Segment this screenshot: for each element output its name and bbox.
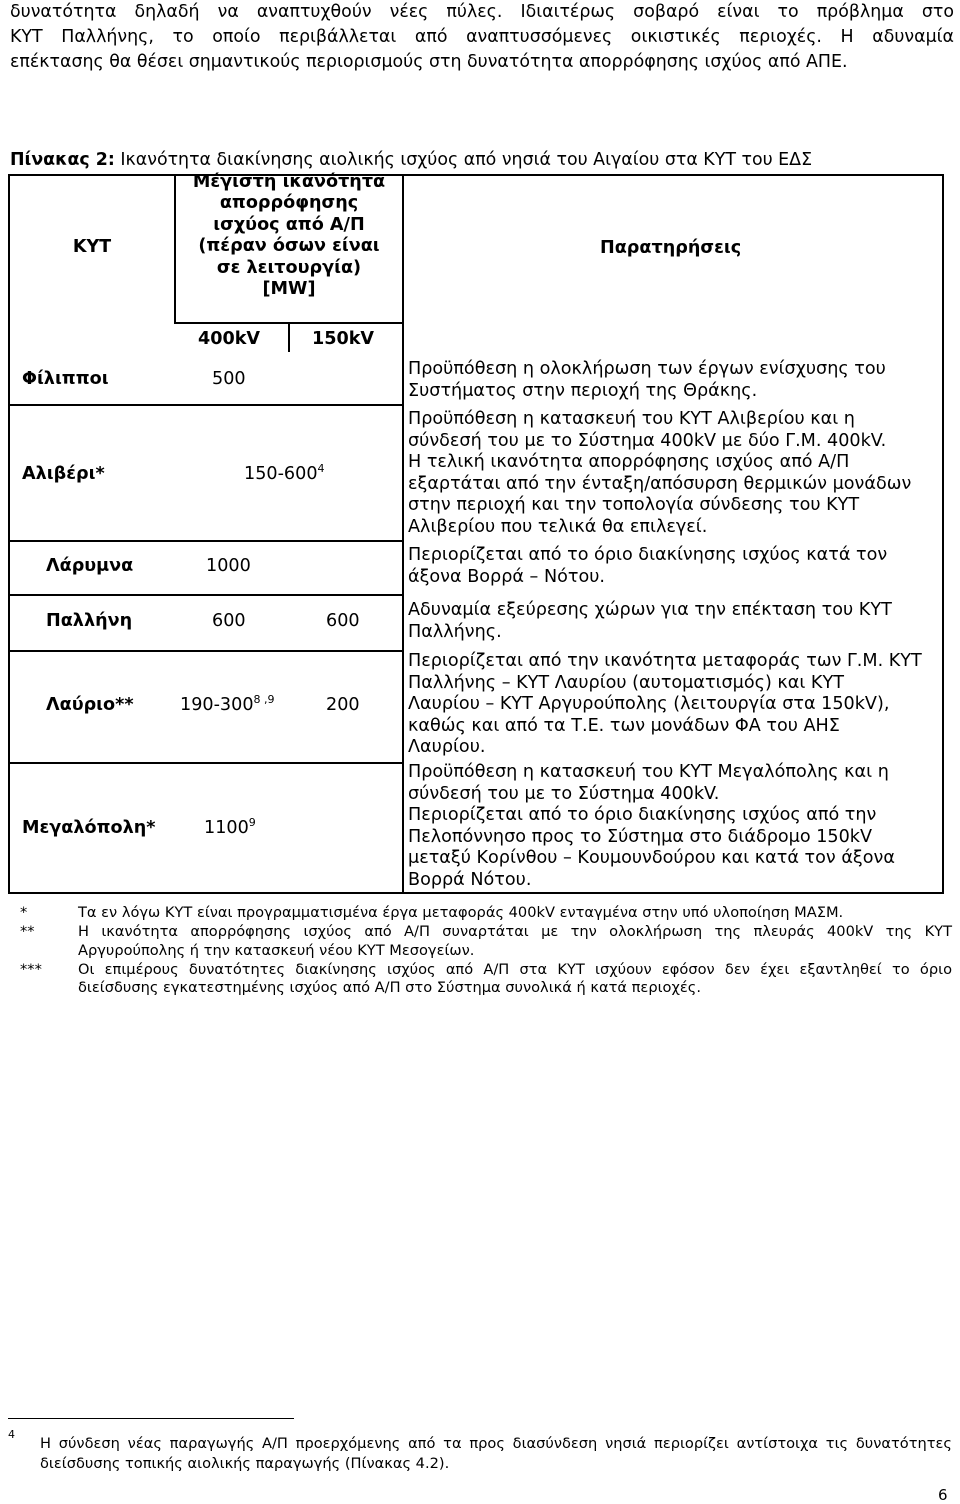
row-remarks-lavrio: [408, 651, 922, 759]
row-value-lavrio: 190-300: [180, 695, 254, 715]
header-400kv: 400kV: [198, 329, 261, 349]
row-value-megalopoli: 1100: [204, 818, 249, 838]
table-footnote: [20, 961, 952, 998]
row-name-larymna: Λάρυμνα: [46, 556, 134, 576]
remark-line: Λαυρίου.: [408, 737, 486, 757]
table-caption-label: Πίνακας 2:: [10, 150, 115, 170]
row-rule: [8, 540, 404, 542]
remark-line: Προϋπόθεση η κατασκευή του ΚΥΤ Αλιβερίου και η: [408, 409, 855, 429]
remark-line: εξαρτάται από την ένταξη/απόσυρση θερμικών μονάδων: [408, 473, 912, 494]
row-400kv-filippoi: 500: [212, 369, 246, 389]
page-number: 6: [938, 1486, 948, 1504]
remark-line: Παλλήνης.: [408, 621, 502, 642]
remark-line: Λαυρίου – ΚΥΤ Αργυρούπολης (λειτουργία στα 150kV),: [408, 694, 890, 714]
table-footnote: [20, 904, 952, 923]
footnote-separator: [8, 1418, 294, 1419]
remark-line: Προϋπόθεση η ολοκλήρωση των έργων ενίσχυσης του: [408, 359, 886, 379]
row-remarks-filippoi: [408, 359, 886, 402]
intro-line: επέκτασης θα θέσει σημαντικούς περιορισμούς στη δυνατότητα απορρόφησης ισχύος από ΑΠΕ.: [10, 52, 848, 72]
row-remarks-aliveri: [408, 409, 911, 538]
row-name-aliveri: Αλιβέρι*: [22, 464, 105, 484]
table-footnote: [20, 923, 952, 960]
header-capacity-line: απορρόφησης: [219, 193, 359, 214]
remark-line: Προϋπόθεση η κατασκευή του ΚΥΤ Μεγαλόπολης και η: [408, 762, 889, 782]
table-footnotes: [20, 904, 952, 998]
remark-line: Περιορίζεται από την ικανότητα μεταφοράς των Γ.Μ. ΚΥΤ: [408, 651, 922, 671]
row-remarks-pallini: [408, 600, 892, 643]
page-footnote-number: 4: [8, 1428, 15, 1441]
row-remarks-megalopoli: [408, 762, 895, 891]
table-caption: [10, 150, 812, 170]
row-400kv-larymna: 1000: [206, 556, 251, 576]
header-150kv: 150kV: [312, 329, 375, 349]
header-capacity-line: (πέραν όσων είναι: [198, 236, 380, 257]
header-remarks: Παρατηρήσεις: [600, 238, 742, 258]
footnote-mark: **: [20, 923, 35, 940]
remark-line: Η τελική ικανότητα απορρόφησης ισχύος από Α/Π: [408, 452, 850, 472]
footnote-mark: *: [20, 904, 28, 921]
header-capacity-line: [MW]: [262, 279, 316, 300]
header-capacity-line: ισχύος από Α/Π: [213, 214, 365, 235]
row-name-filippoi: Φίλιπποι: [22, 369, 109, 389]
header-kyt: ΚΥΤ: [72, 237, 112, 257]
remark-line: Αδυναμία εξεύρεσης χώρων για την επέκταση του ΚΥΤ: [408, 600, 892, 620]
row-name-megalopoli: Μεγαλόπολη*: [22, 818, 156, 838]
footnote-mark: ***: [20, 960, 42, 978]
remark-line: Αλιβερίου που τελικά θα επιλεγεί.: [408, 516, 708, 537]
intro-paragraph: [10, 0, 954, 75]
remark-line: στην περιοχή και την τοπολογία σύνδεσης του ΚΥΤ: [408, 495, 860, 515]
row-150kv-lavrio: 200: [326, 695, 360, 715]
row-remarks-larymna: [408, 545, 887, 588]
footnote-ref: 4: [317, 462, 325, 476]
table-bottom-rule: [8, 892, 944, 894]
header-capacity: [176, 172, 402, 300]
footnote-text: Οι επιμέρους δυνατότητες διακίνησης ισχύος από Α/Π στα ΚΥΤ ισχύουν εφόσον δεν έχει εξαντληθεί το όριο διείσδυσης εγκατεστημένης ισχύος από Α/Π στο Σύστημα συνολικά ή κατά περιοχές.: [78, 960, 952, 996]
footnote-text: Τα εν λόγω ΚΥΤ είναι προγραμματισμένα έργα μεταφοράς 400kV ενταγμένα στην υπό υλοποίηση ΜΑΣΜ.: [78, 904, 844, 921]
row-name-lavrio: Λαύριο**: [46, 695, 134, 715]
footnote-ref: 9: [248, 816, 256, 830]
row-400kv-megalopoli: [204, 818, 256, 839]
remarks-divider: [402, 176, 404, 892]
remark-line: σύνδεσή του με το Σύστημα 400kV.: [408, 783, 720, 804]
page-footnote-text: Η σύνδεση νέας παραγωγής Α/Π προερχόμενης από τα προς διασύνδεση νησιά περιορίζει αντίστοιχα τις δυνατότητες διείσδυσης τοπικής αιολικής παραγωγής (Πίνακας 4.2).: [40, 1435, 952, 1472]
row-400kv-pallini: 600: [212, 611, 246, 631]
header-capacity-line: σε λειτουργία): [216, 257, 362, 278]
intro-line: δυνατότητα δηλαδή να αναπτυχθούν νέες πύλες. Ιδιαιτέρως σοβαρό είναι το πρόβλημα στο: [10, 2, 954, 22]
remark-line: σύνδεσή του με το Σύστημα 400kV με δύο Γ.Μ. 400kV.: [408, 430, 887, 451]
table-caption-text: Ικανότητα διακίνησης αιολικής ισχύος από νησιά του Αιγαίου στα ΚΥΤ του ΕΔΣ: [120, 150, 813, 170]
intro-line: ΚΥΤ Παλλήνης, το οποίο περιβάλλεται από αναπτυσσόμενες οικιστικές περιοχές. Η αδυναμία: [10, 27, 954, 47]
remark-line: καθώς και από τα Τ.Ε. των μονάδων ΦΑ του ΑΗΣ: [408, 715, 840, 736]
row-400kv-lavrio: [180, 695, 275, 716]
remark-line: Περιορίζεται από το όριο διακίνησης ισχύος από την: [408, 805, 877, 825]
row-value-aliveri: 150-600: [244, 464, 318, 484]
footnote-text: Η ικανότητα απορρόφησης ισχύος από Α/Π συναρτάται με την ολοκλήρωση της πλευράς 400kV της ΚΥΤ Αργυρούπολης ή την κατασκευή νέου ΚΥΤ Μεσογείων.: [78, 923, 952, 959]
row-rule: [8, 762, 404, 764]
footnote-ref: 8 ,9: [253, 693, 275, 707]
remark-line: μεταξύ Κορίνθου – Κουμουνδούρου και κατά τον άξονα: [408, 848, 895, 868]
row-span-aliveri: [244, 464, 325, 485]
row-150kv-pallini: 600: [326, 611, 360, 631]
remark-line: Πελοπόννησο προς το Σύστημα στο διάδρομο 150kV: [408, 826, 873, 847]
row-rule: [8, 594, 404, 596]
row-rule: [8, 404, 404, 406]
remark-line: άξονα Βορρά – Νότου.: [408, 566, 605, 587]
remark-line: Συστήματος στην περιοχή της Θράκης.: [408, 380, 758, 401]
kv-divider: [288, 322, 290, 352]
remark-line: Περιορίζεται από το όριο διακίνησης ισχύος κατά τον: [408, 545, 888, 565]
header-capacity-line: Μέγιστη ικανότητα: [192, 172, 386, 192]
remark-line: Παλλήνης – ΚΥΤ Λαυρίου (αυτοματισμός) και ΚΥΤ: [408, 672, 844, 693]
remark-line: Βορρά Νότου.: [408, 869, 532, 890]
row-rule: [8, 650, 404, 652]
row-name-pallini: Παλλήνη: [46, 611, 133, 631]
